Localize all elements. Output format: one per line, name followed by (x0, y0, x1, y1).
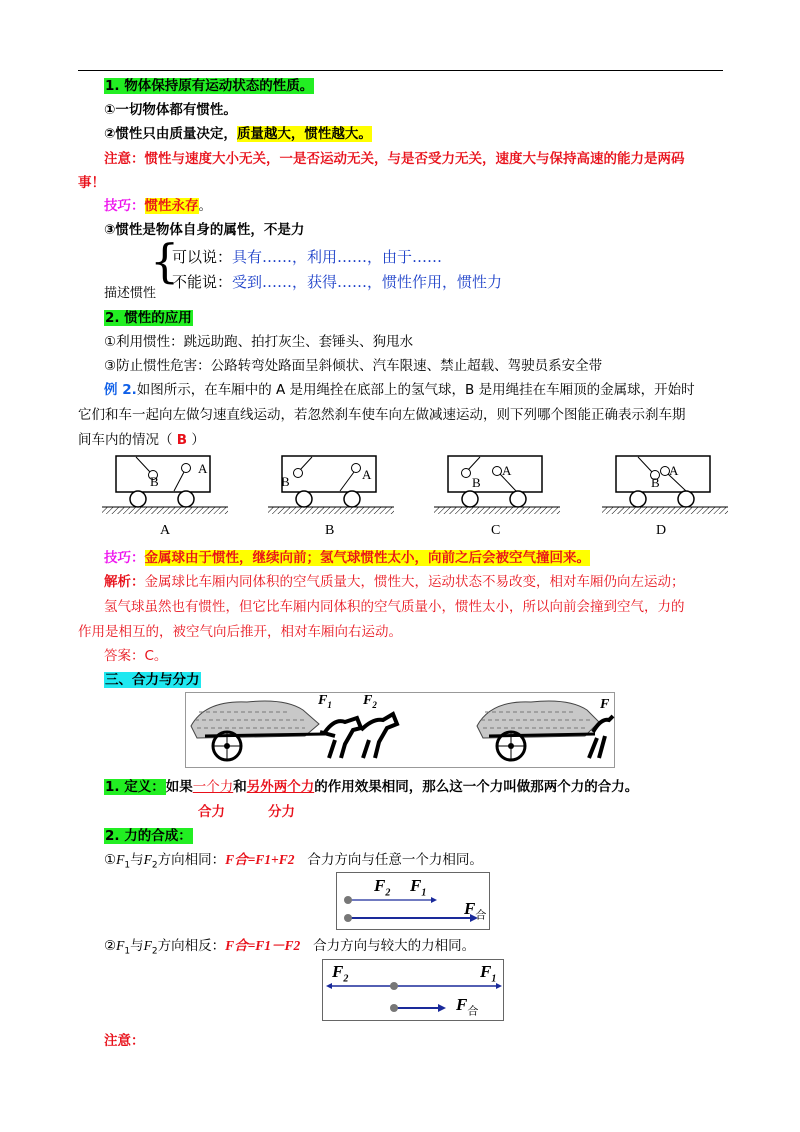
figure-a (102, 456, 228, 514)
force-label-f2: $F_2$ (363, 693, 377, 710)
opp-f1: $F_1$ (480, 962, 497, 985)
fig-b-label-a: A (362, 467, 372, 482)
use-inertia: ①利用惯性：跳远助跑、拍打灰尘、套锤头、狗甩水 (104, 334, 414, 350)
answer: 答案：C。 (104, 648, 168, 664)
fig-c-label-a: A (502, 463, 512, 478)
fig-b-label-b: B (281, 474, 290, 489)
fig-c-label-b: B (472, 475, 481, 490)
example-2: 例 2.如图所示，在车厢中的 A 是用绳拴在底部上的氢气球，B 是用绳挂在车厢顶的金属球，开始时 它们和车一起向左做匀速直线运动，若忽然刹车使车向左做减速运动，则下列哪个图能正确表示刹车期 间车内的情况（ B ） (78, 382, 695, 448)
resultant-label: 合力 (198, 804, 225, 820)
section2-title: 2. 惯性的应用 (105, 310, 192, 326)
prevent-inertia: ③防止惯性危害：公路转弯处路面呈斜倾状、汽车限速、禁止超载、驾驶员系安全带 (104, 358, 603, 374)
describe-inertia: 描述惯性 (104, 286, 157, 301)
section3-title: 三、合力与分力 (105, 672, 200, 688)
tip-1: 技巧：惯性永存。 (104, 198, 212, 214)
force-label-f1: $F_1$ (318, 693, 332, 710)
note-paragraph: 注意：惯性与速度大小无关，一是否运动无关，与是否受力无关，速度大与保持高速的能力是两码 事！ (78, 151, 685, 191)
cannot-say: 不能说：受到……，获得……，惯性作用，惯性力 (172, 273, 503, 291)
option-b[interactable]: B (325, 523, 335, 538)
figure-d (602, 456, 728, 514)
figure-c (434, 456, 560, 514)
fig-d-label-a: A (669, 463, 679, 478)
point-3: ③惯性是物体自身的属性，不是力 (104, 222, 305, 238)
section1-title: 1. 物体保持原有运动状态的性质。 (105, 78, 314, 94)
header-rule (78, 70, 723, 71)
analysis: 解析：金属球比车厢内同体积的空气质量大，惯性大，运动状态不易改变，相对车厢仍向左运动； 氢气球虽然也有惯性，但它比车厢内同体积的空气质量小，惯性太小，所以向前会撞到空气，力的 作用是相互的，被空气向后推开，相对车厢向右运动。 (78, 574, 685, 640)
option-a[interactable]: A (160, 523, 171, 538)
same-f1: $F_1$ (410, 876, 427, 899)
brace-icon: { (150, 234, 180, 288)
option-d[interactable]: D (656, 523, 667, 538)
fig-d-label-b: B (651, 475, 660, 490)
same-f2: $F_2$ (374, 876, 391, 899)
definition: 1. 定义：如果一个力和另外两个力的作用效果相同，那么这一个力叫做那两个力的合力。 (105, 779, 639, 795)
same-fhe: $F_合$ (464, 899, 487, 922)
fig-a-label-a: A (198, 461, 208, 476)
horse-cart-figure (185, 692, 615, 768)
opp-f2: $F_2$ (332, 962, 349, 985)
composition-title: 2. 力的合成： (105, 828, 192, 844)
same-direction: $①F_1$与$F_2$方向相同：F合=F1+F2 合力方向与任意一个力相同。 (104, 852, 483, 871)
component-label: 分力 (268, 804, 295, 820)
force-label-f: F (600, 697, 610, 712)
can-say: 可以说：具有……，利用……，由于…… (172, 248, 443, 266)
point-2: ②惯性只由质量决定，质量越大，惯性越大。 (104, 126, 372, 142)
final-note: 注意： (104, 1033, 145, 1049)
opp-fhe: $F_合$ (456, 995, 479, 1018)
option-c[interactable]: C (491, 523, 501, 538)
point-1: ①一切物体都有惯性。 (104, 102, 237, 118)
opposite-direction: $②F_1$与$F_2$方向相反：F合=F1－F2 合力方向与较大的力相同。 (104, 938, 476, 957)
fig-a-label-b: B (150, 474, 159, 489)
tip-2: 技巧：金属球由于惯性，继续向前；氢气球惯性太小，向前之后会被空气撞回来。 (104, 550, 590, 566)
